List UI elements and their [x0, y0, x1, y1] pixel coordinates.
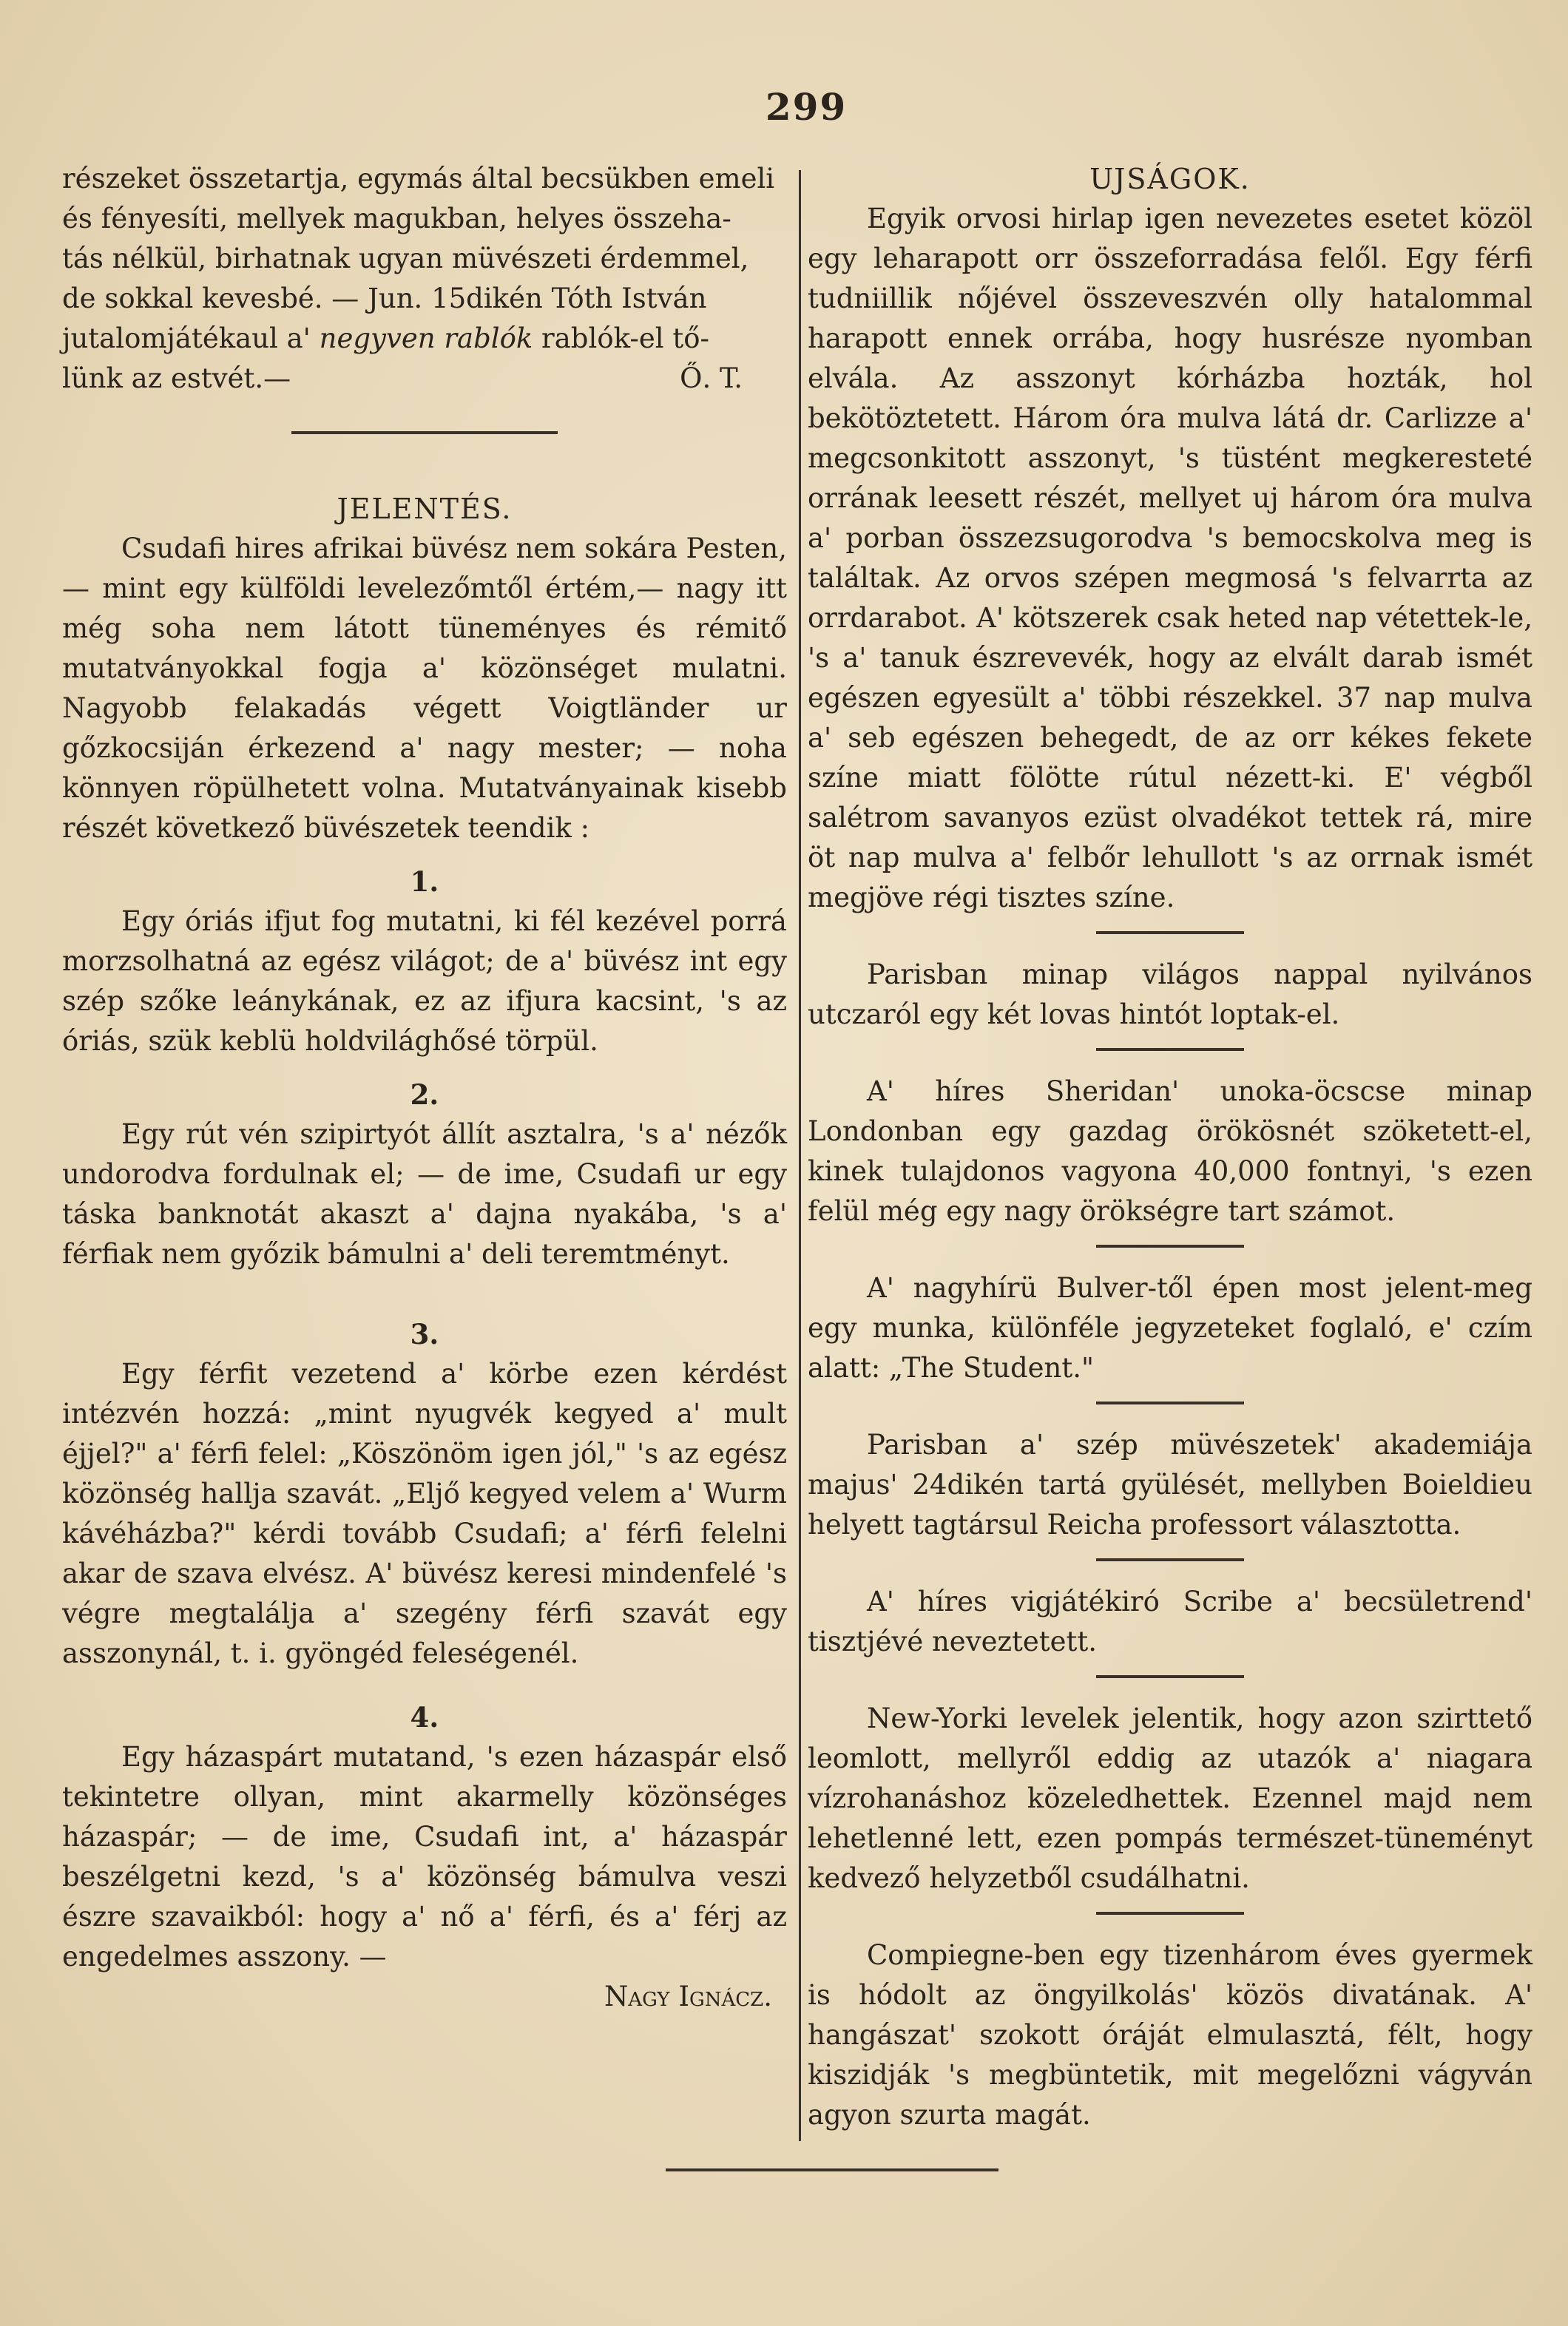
- play-title: negyven rablók: [319, 322, 533, 354]
- text-span: jutalomjátékaul a': [62, 322, 320, 354]
- continuation-last-line: [62, 359, 787, 399]
- item-number: 4.: [410, 1701, 439, 1734]
- news-item: A' nagyhírü Bulver-től épen most jelent-meg egy munka, különféle jegyzeteket foglaló, e' czím alatt: „The Student.": [808, 1272, 1532, 1384]
- news-item: Parisban minap világos nappal nyilvános utczaról egy két lovas hintót loptak-el.: [808, 959, 1532, 1030]
- continuation-line: [62, 319, 787, 359]
- report-intro: Csudafi hires afrikai büvész nem sokára Pesten, — mint egy külföldi levelezőmtől értém,— nagy itt még soha nem látott tüneményes és rémitő mutatványokkal fogja a' közönséget mulatni. Nagyobb felakadás végett Voigtländer ur gőzkocsiján érkezend a' nagy mester; — noha könnyen röpülhetett volna. Mutatványainak kisebb részét következő büvészetek teendik :: [62, 533, 787, 844]
- news-divider: [1096, 1675, 1244, 1678]
- news-item: Compiegne-ben egy tizenhárom éves gyermek is hódolt az öngyilkolás' közös divatának. A' hangászat' szokott óráját elmulasztá, félt, hogy kiszidják 's megbüntetik, mit megelőzni vágyván agyon szurta magát.: [808, 1939, 1532, 2131]
- item-number: 1.: [410, 865, 439, 898]
- item-text: Egy házaspárt mutatand, 's ezen házaspár első tekintetre ollyan, mint akarmelly közönséges házaspár; — de ime, Csudafi int, a' házaspár beszélgetni kezd, 's a' közönség bámulva veszi észre szavaikból: hogy a' nő a' férfi, és a' férj az engedelmes asszony. —: [62, 1741, 787, 1972]
- news-divider: [1096, 1048, 1244, 1051]
- continuation-line: és fényesíti, mellyek magukban, helyes összeha-: [62, 203, 731, 234]
- bottom-rule: [666, 2168, 998, 2171]
- news-divider: [1096, 1245, 1244, 1248]
- page-number: 299: [765, 85, 848, 129]
- news-item: New-Yorki levelek jelentik, hogy azon szirttető leomlott, mellyről eddig az utazók a' niagara vízrohanáshoz közeledhettek. Ezennel majd nem lehetlenné lett, ezen pompás természet-tüneményt kedvező helyzetből csudálhatni.: [808, 1703, 1532, 1894]
- left-column: [62, 159, 787, 2017]
- news-item: A' híres vigjátékiró Scribe a' becsületrend' tisztjévé neveztetett.: [808, 1586, 1532, 1657]
- item-text: Egy rút vén szipirtyót állít asztalra, 's a' nézők undorodva fordulnak el; — de ime, Csudafi ur egy táska banknotát akaszt a' dajna nyakába, 's a' férfiak nem győzik bámulni a' deli teremtményt.: [62, 1118, 787, 1270]
- item-number: 2.: [410, 1078, 439, 1111]
- continuation-end: lünk az estvét.—: [62, 362, 291, 394]
- news-item: A' híres Sheridan' unoka-öcscse minap Londonban egy gazdag örökösnét szöketett-el, kinek tulajdonos vagyona 40,000 fontnyi, 's ezen felül még egy nagy örökségre tart számot.: [808, 1075, 1532, 1227]
- continuation-signature: Ő. T.: [680, 362, 743, 394]
- essay-continuation: [62, 159, 787, 399]
- report-heading: JELENTÉS.: [337, 493, 513, 525]
- news-divider: [1096, 931, 1244, 934]
- item-text: Egy óriás ifjut fog mutatni, ki fél kezével porrá morzsolhatná az egész világot; de a' büvész int egy szép szőke leánykának, ez az ifjura kacsint, 's az óriás, szük keblü holdvilághősé törpül.: [62, 905, 787, 1057]
- continuation-line: de sokkal kevesbé. — Jun. 15dikén Tóth István: [62, 283, 707, 314]
- item-text: Egy férfit vezetend a' körbe ezen kérdést intézvén hozzá: „mint nyugvék kegyed a' mult éjjel?" a' férfi felel: „Köszönöm igen jól," 's az egész közönség hallja szavát. „Eljő kegyed velem a' Wurm kávéházba?" kérdi tovább Csudafi; a' férfi felelni akar de szava elvész. A' büvész keresi mindenfelé 's végre megtalálja a' szegény férfi szavát egy asszonynál, t. i. gyöngéd feleségenél.: [62, 1358, 787, 1669]
- author-signature: Nagy Ignácz.: [604, 1981, 772, 2012]
- news-divider: [1096, 1558, 1244, 1561]
- report-section: [62, 489, 787, 2017]
- news-item: Parisban a' szép müvészetek' akademiája majus' 24dikén tartá gyülését, mellyben Boieldieu helyett tagtársul Reicha professort választotta.: [808, 1429, 1532, 1541]
- news-item: Egyik orvosi hirlap igen nevezetes esetet közöl egy leharapott orr összeforradása felől. Egy férfi tudniillik nőjével összeveszvén olly hatalommal harapott ennek orrába, hogy husrésze nyomban elvála. Az asszonyt kórházba hozták, hol bekötöztetett. Három óra mulva látá dr. Carlizze a' megcsonkitott asszonyt, 's tüstént megkeresteté orrának leesett részét, mellyet uj három óra mulva a' porban összezsugorodva 's bemocskolva meg is találtak. Az orvos szépen megmosá 's felvarrta az orrdarabot. A' kötszerek csak heted nap vétettek-le, 's a' tanuk észrevevék, hogy az elvált darab ismét egészen egyesült a' többi részekkel. 37 nap mulva a' seb egészen behegedt, de az orr kékes fekete színe miatt fölötte rútul nézett-ki. E' végből salétrom savanyos ezüst olvadékot tettek rá, mire öt nap mulva a' felbőr lehullott 's az orrnak ismét megjöve régi tisztes színe.: [808, 203, 1532, 913]
- news-heading: UJSÁGOK.: [1089, 163, 1251, 195]
- column-divider: [799, 170, 801, 2141]
- item-number: 3.: [410, 1318, 439, 1350]
- news-divider: [1096, 1912, 1244, 1915]
- section-divider: [291, 431, 558, 434]
- continuation-line: tás nélkül, birhatnak ugyan müvészeti érdemmel,: [62, 243, 749, 274]
- news-divider: [1096, 1402, 1244, 1404]
- right-column: [808, 159, 1532, 2135]
- continuation-line: részeket összetartja, egymás által becsükben emeli: [62, 163, 775, 195]
- text-span: rablók-el tő-: [533, 322, 710, 354]
